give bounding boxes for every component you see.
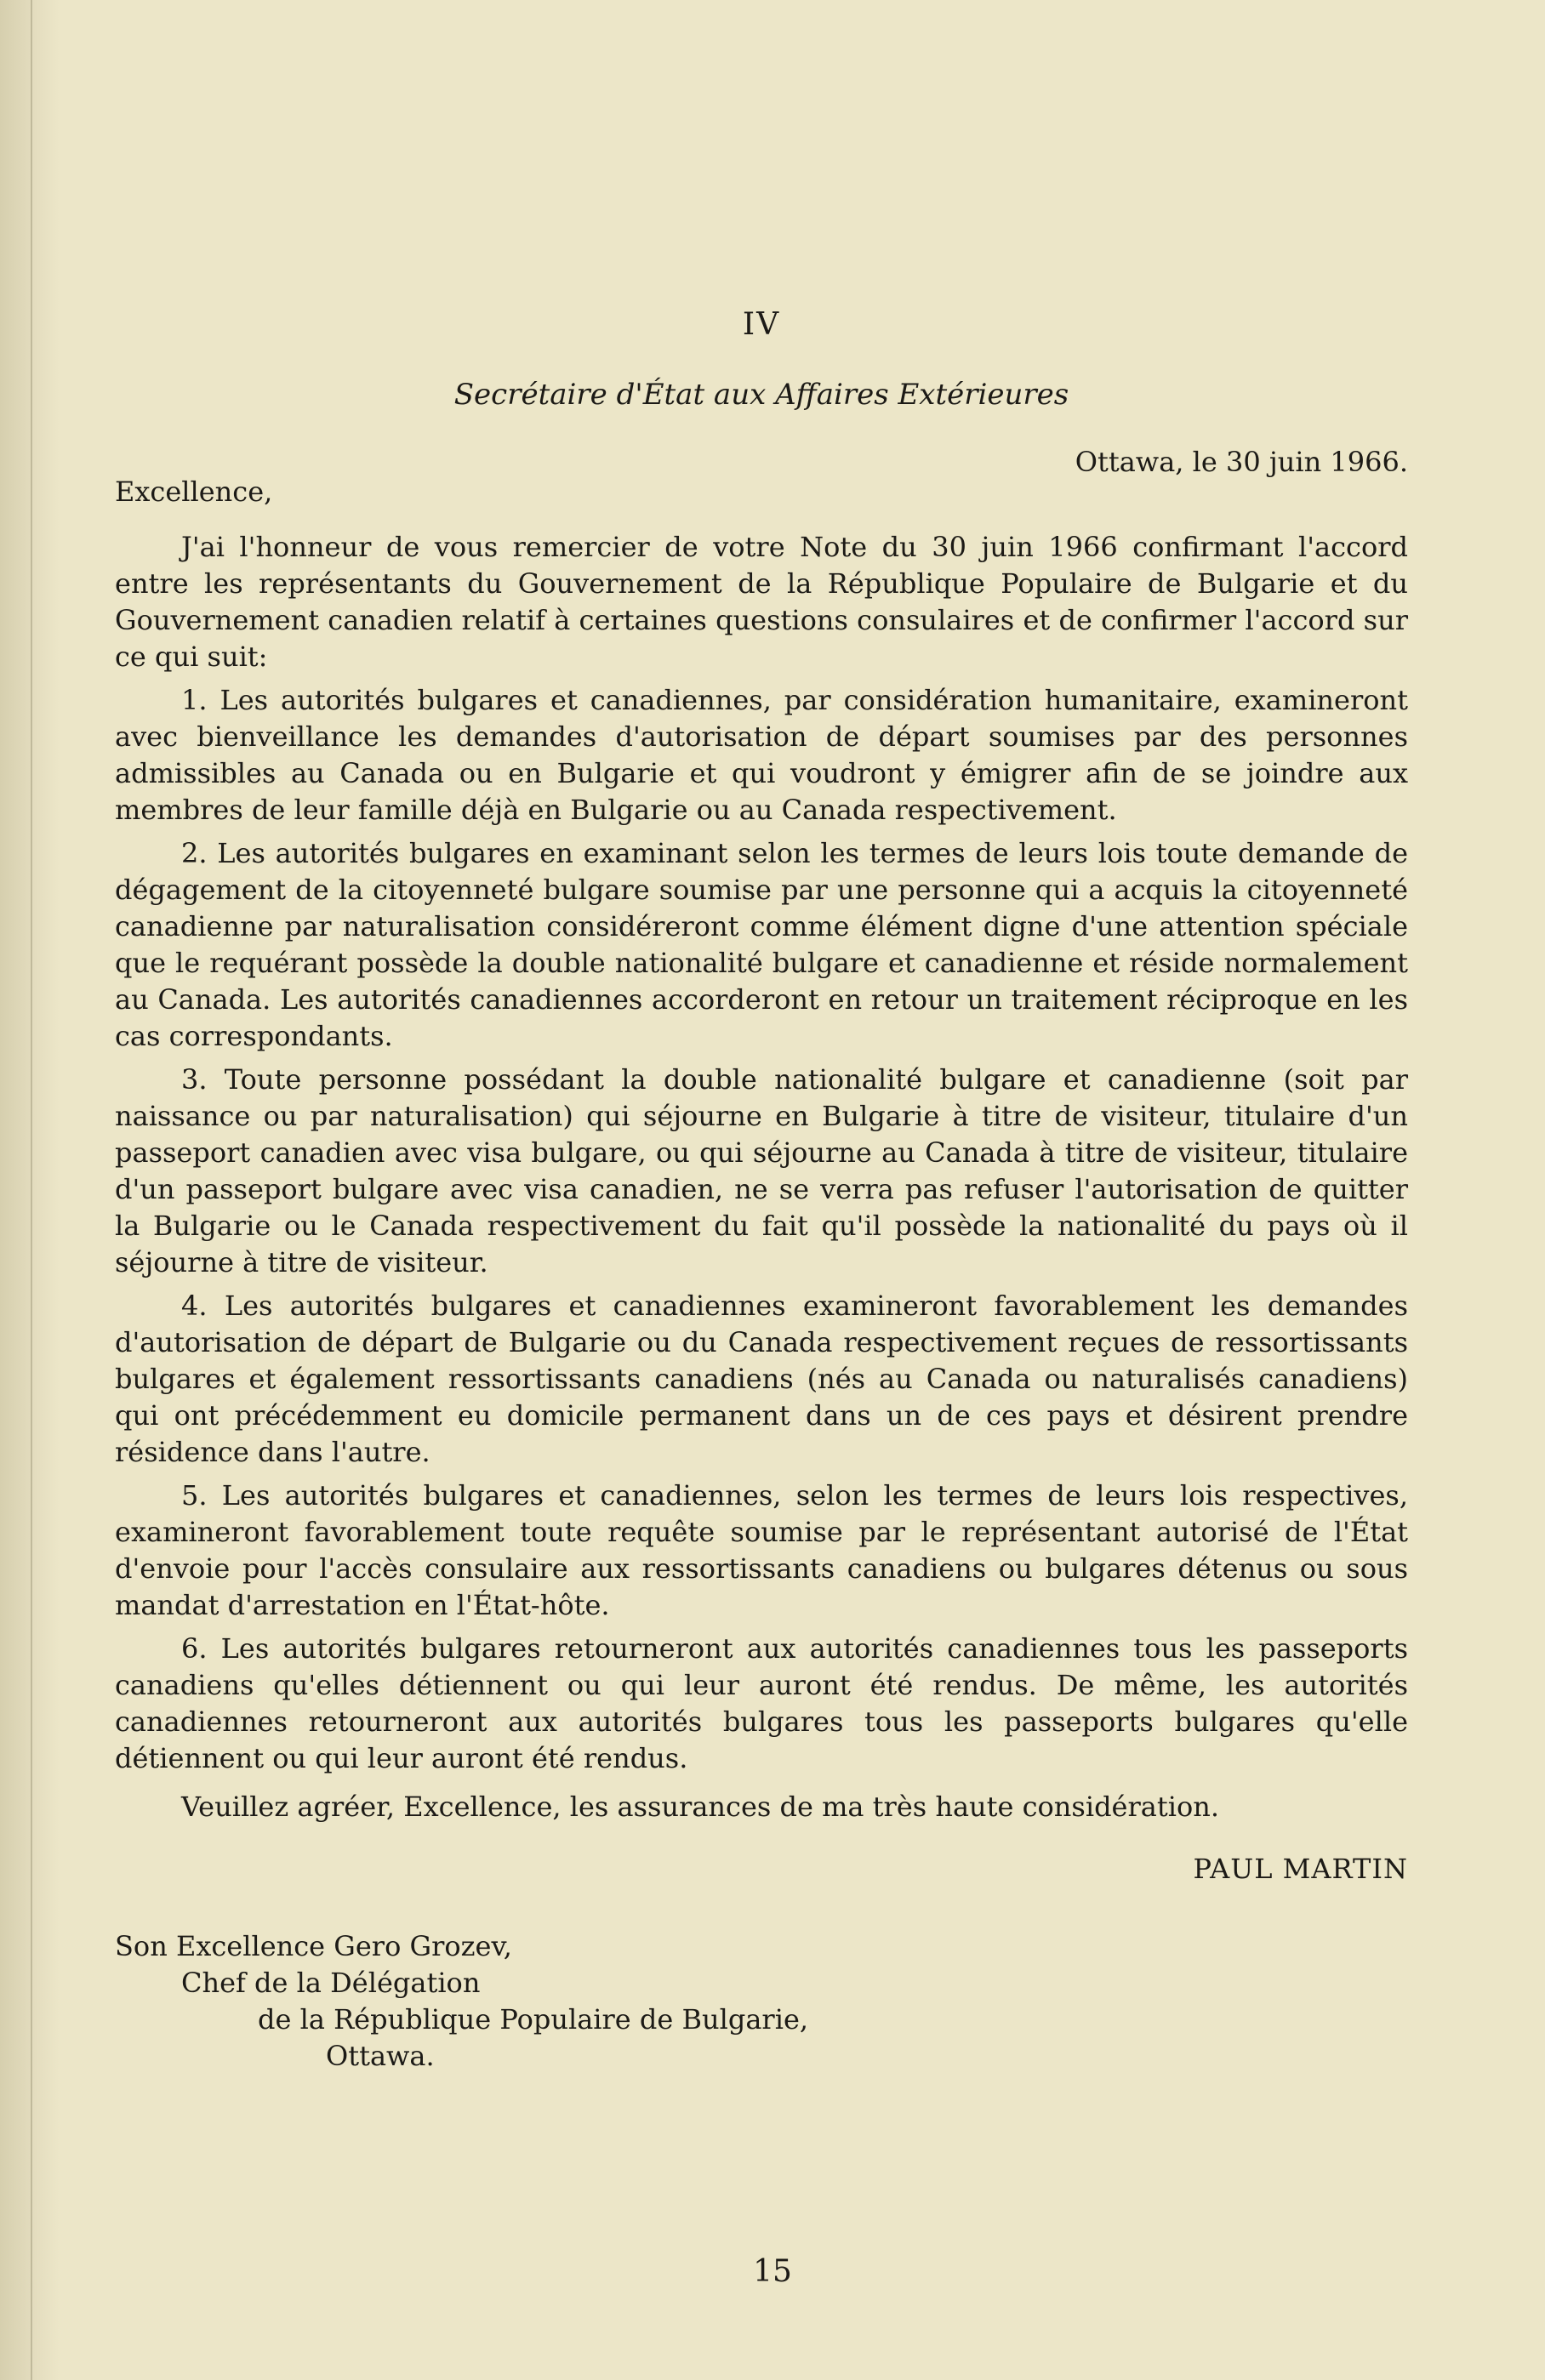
paragraph-intro: J'ai l'honneur de vous remercier de votre Note du 30 juin 1966 confirmant l'accord entre les représentants du Gouvernement de la République Populaire de Bulgarie et du Gouvernement canadien relatif à certaines questions consulaires et de confirmer l'accord sur ce qui suit: <box>115 531 1408 673</box>
signature: PAUL MARTIN <box>1193 1853 1408 1885</box>
paragraph-1: 1. Les autorités bulgares et canadiennes, par considération humanitaire, examineront avec bienveillance les demandes d'autorisation de départ soumises par des personnes admissibles au Canada ou en Bulgarie et qui voudront y émigrer afin de se joindre aux membres de leur famille déjà en Bulgarie ou au Canada respectivement. <box>115 684 1408 826</box>
date-line: Ottawa, le 30 juin 1966. <box>1075 446 1408 478</box>
section-number: IV <box>742 307 781 342</box>
addressee-line: Chef de la Délégation <box>181 1967 481 1999</box>
paragraph-2: 2. Les autorités bulgares en examinant selon les termes de leurs lois toute demande de dégagement de la citoyenneté bulgare soumise par une personne qui a acquis la citoyenneté canadienne par naturalisation considéreront comme élément digne d'une attention spéciale que le requérant possède la double nationalité bulgare et canadienne et réside normalement au Canada. Les autorités canadiennes accorderont en retour un traitement réciproque en les cas correspondants. <box>115 837 1408 1052</box>
paragraph-3: 3. Toute personne possédant la double nationalité bulgare et canadienne (soit par naissance ou par naturalisation) qui séjourne en Bulgarie à titre de visiteur, titulaire d'un passeport canadien avec visa bulgare, ou qui séjourne au Canada à titre de visiteur, titulaire d'un passeport bulgare avec visa canadien, ne se verra pas refuser l'autorisation de quitter la Bulgarie ou le Canada respectivement du fait qu'il possède la nationalité du pays où il séjourne à titre de visiteur. <box>115 1063 1408 1278</box>
paragraph-6: 6. Les autorités bulgares retourneront aux autorités canadiennes tous les passeports canadiens qu'elles détiennent ou qui leur auront été rendus. De même, les autorités canadiennes retourneront aux autorités bulgares tous les passeports bulgares qu'elle détiennent ou qui leur auront été rendus. <box>115 1632 1408 1774</box>
paragraph-4: 4. Les autorités bulgares et canadiennes examineront favorablement les demandes d'autorisation de départ de Bulgarie ou du Canada respectivement reçues de ressortissants bulgares et également ressortissants canadiens (nés au Canada ou naturalisés canadiens) qui ont précédemment eu domicile permanent dans un de ces pays et désirent prendre résidence dans l'autre. <box>115 1290 1408 1468</box>
addressee-line: Ottawa. <box>326 2040 435 2072</box>
page-number: 15 <box>753 2254 792 2289</box>
page-binding-shadow <box>0 0 60 2380</box>
closing-formula: Veuillez agréer, Excellence, les assurances de ma très haute considération. <box>181 1791 1219 1823</box>
binding-edge <box>31 0 32 2380</box>
addressee-line: Son Excellence Gero Grozev, <box>115 1930 512 1962</box>
addressee-block <box>115 1928 1408 2075</box>
paragraph-5: 5. Les autorités bulgares et canadiennes, selon les termes de leurs lois respectives, examineront favorablement toute requête soumise par le représentant autorisé de l'État d'envoie pour l'accès consulaire aux ressortissants canadiens ou bulgares détenus ou sous mandat d'arrestation en l'État-hôte. <box>115 1479 1408 1621</box>
document-body <box>115 306 1408 2075</box>
sender-heading: Secrétaire d'État aux Affaires Extérieures <box>453 378 1069 412</box>
addressee-line: de la République Populaire de Bulgarie, <box>258 2003 809 2036</box>
salutation: Excellence, <box>115 475 273 508</box>
